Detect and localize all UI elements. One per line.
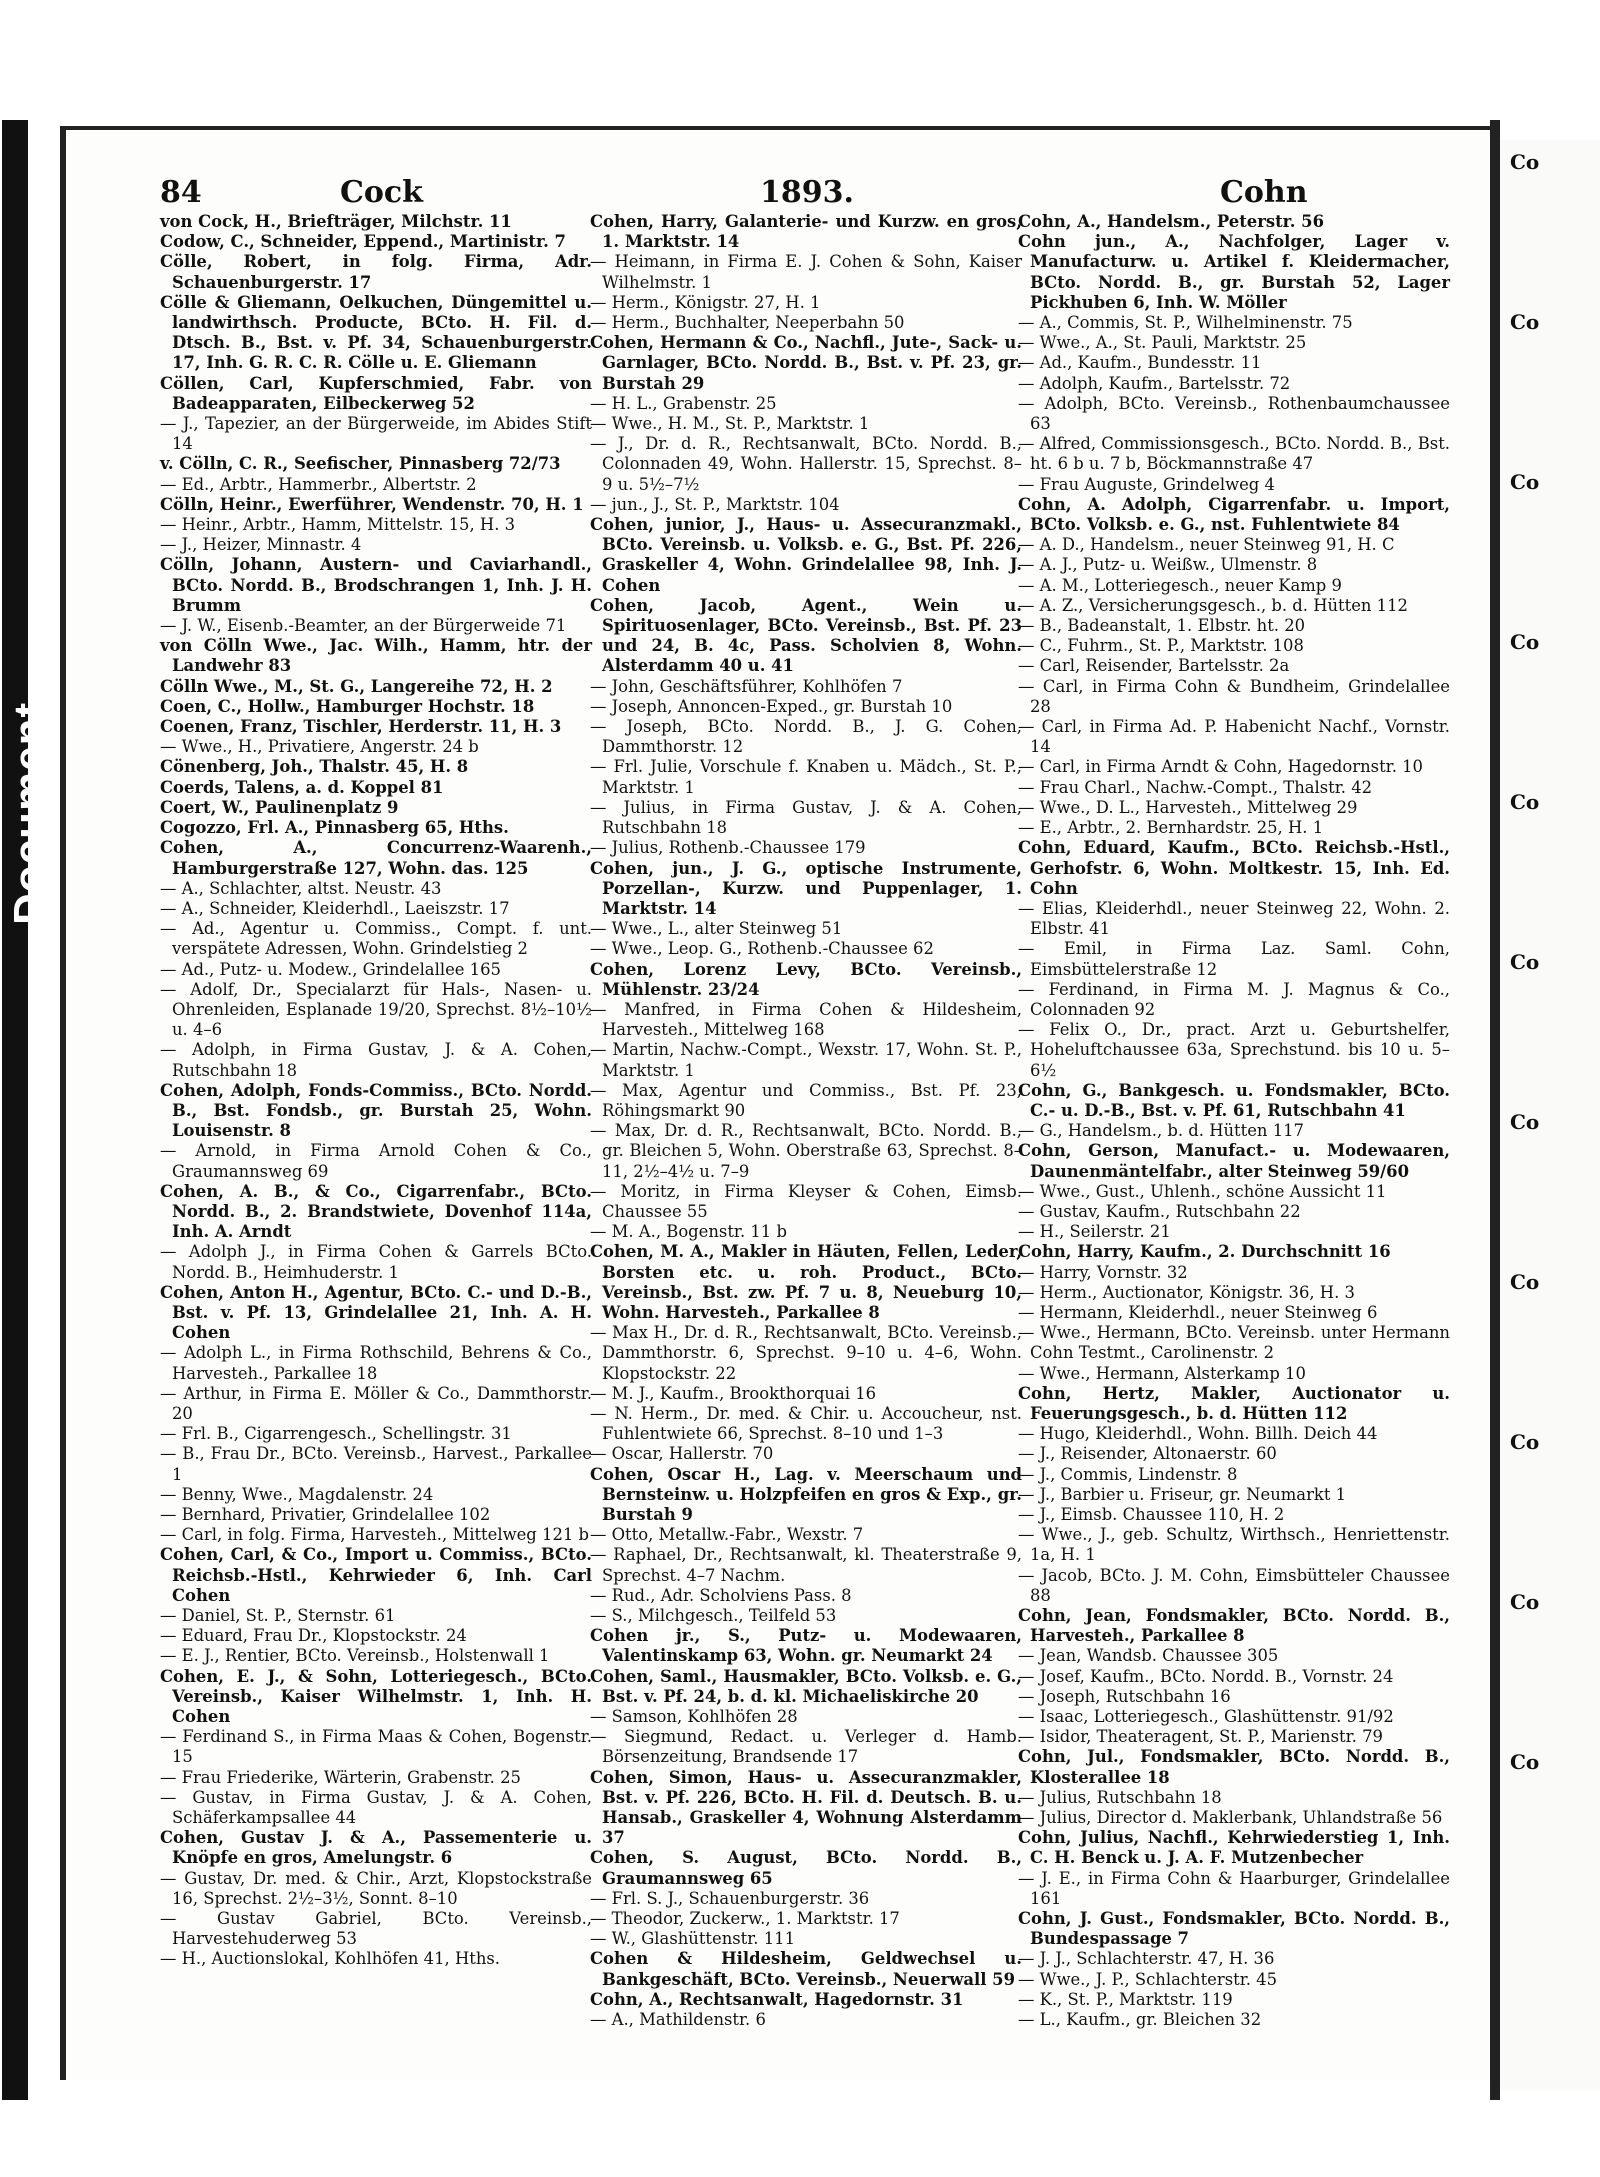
directory-entry: — J. E., in Firma Cohn & Haarburger, Grindelallee 161 [1018, 1868, 1450, 1908]
directory-entry: Cölle & Gliemann, Oelkuchen, Düngemittel u. landwirthsch. Producte, BCto. H. Fil. d. Dtsch. B., Bst. v. Pf. 34, Schauenburgerstr. 17, Inh. G. R. C. R. Cölle u. E. Gliemann [160, 292, 592, 373]
directory-entry: Cohen, jun., J. G., optische Instrumente, Porzellan-, Kurzw. und Puppenlager, 1. Marktstr. 14 [590, 858, 1022, 918]
next-page-fragment: Co [1510, 1270, 1540, 1294]
directory-entry: — Oscar, Hallerstr. 70 [590, 1444, 774, 1464]
directory-entry: Cohn, Hertz, Makler, Auctionator u. Feuerungsgesch., b. d. Hütten 112 [1018, 1383, 1450, 1423]
directory-entry: — Heimann, in Firma E. J. Cohen & Sohn, Kaiser Wilhelmstr. 1 [590, 252, 1022, 292]
next-page-fragment: Co [1510, 1590, 1540, 1614]
directory-entry: — E. J., Rentier, BCto. Vereinsb., Holstenwall 1 [160, 1646, 550, 1666]
directory-entry: — Frau Auguste, Grindelweg 4 [1018, 474, 1275, 494]
directory-entry: — Joseph, BCto. Nordd. B., J. G. Cohen, Dammthorstr. 12 [590, 717, 1022, 757]
directory-entry: — K., St. P., Marktstr. 119 [1018, 1989, 1233, 2009]
directory-entry: Cohen, Jacob, Agent., Wein u. Spirituosenlager, BCto. Vereinsb., Bst. Pf. 23 und 24, B. 4c, Pass. Scholvien 8, Wohn. Alsterdamm 40 u. 41 [590, 595, 1022, 676]
directory-entry: — Adolph L., in Firma Rothschild, Behrens & Co., Harvesteh., Parkallee 18 [160, 1343, 592, 1383]
directory-entry: Cohen, E. J., & Sohn, Lotteriegesch., BCto. Vereinsb., Kaiser Wilhelmstr. 1, Inh. H. Cohen [160, 1666, 592, 1727]
directory-entry: Cohen, Gustav J. & A., Passementerie u. Knöpfe en gros, Amelungstr. 6 [160, 1828, 592, 1868]
directory-entry: Cölln, Johann, Austern- und Caviarhandl., BCto. Nordd. B., Brodschrangen 1, Inh. J. H. Brumm [160, 555, 592, 615]
directory-entry: — Joseph, Annoncen-Exped., gr. Burstah 10 [590, 696, 953, 716]
column-1 [160, 212, 592, 1970]
directory-entry: — Arnold, in Firma Arnold Cohen & Co., Graumannsweg 69 [160, 1141, 592, 1181]
directory-entry: — Adolph, Kaufm., Bartelsstr. 72 [1018, 373, 1291, 393]
directory-entry: — Otto, Metallw.-Fabr., Wexstr. 7 [590, 1525, 864, 1545]
directory-entry: v. Cölln, C. R., Seefischer, Pinnasberg 72/73 [160, 454, 561, 474]
directory-entry: Cohen, Hermann & Co., Nachfl., Jute-, Sack- u. Garnlager, BCto. Nordd. B., Bst. v. Pf. 23, gr. Burstah 29 [590, 333, 1022, 393]
directory-entry: — M. A., Bogenstr. 11 b [590, 1222, 787, 1242]
directory-entry: — Adolph J., in Firma Cohen & Garrels BCto. Nordd. B., Heimhuderstr. 1 [160, 1242, 592, 1282]
directory-entry: — Gustav, Kaufm., Rutschbahn 22 [1018, 1201, 1301, 1221]
directory-entry: Cohen, Saml., Hausmakler, BCto. Volksb. e. G., Bst. v. Pf. 24, b. d. kl. Michaeliskirche 20 [590, 1666, 1022, 1706]
directory-entry: Cohen, Anton H., Agentur, BCto. C.- und D.-B., Bst. v. Pf. 13, Grindelallee 21, Inh. A. H. Cohen [160, 1282, 592, 1343]
directory-entry: — A., Schneider, Kleiderhdl., Laeiszstr. 17 [160, 898, 510, 918]
directory-entry: — Felix O., Dr., pract. Arzt u. Geburtshelfer, Hoheluftchaussee 63a, Sprechstund. bis 10 u. 5–6½ [1018, 1020, 1450, 1080]
directory-entry: — Wwe., H., Privatiere, Angerstr. 24 b [160, 737, 479, 757]
directory-entry: — Wwe., D. L., Harvesteh., Mittelweg 29 [1018, 797, 1358, 817]
directory-entry: — J., Eimsb. Chaussee 110, H. 2 [1018, 1505, 1285, 1524]
directory-entry: Cohen, Oscar H., Lag. v. Meerschaum und Bernsteinw. u. Holzpfeifen en gros & Exp., gr. Burstah 9 [590, 1464, 1022, 1524]
directory-entry: Cohen, Simon, Haus- u. Assecuranzmakler, Bst. v. Pf. 226, BCto. H. Fil. d. Deutsch. B. u. Hansab., Graskeller 4, Wohnung Alsterdamm 37 [590, 1767, 1022, 1848]
directory-entry: — Daniel, St. P., Sternstr. 61 [160, 1606, 396, 1626]
next-page-fragment: Co [1510, 1750, 1540, 1774]
directory-entry: — Rud., Adr. Scholviens Pass. 8 [590, 1585, 852, 1605]
directory-entry: — A. D., Handelsm., neuer Steinweg 91, H. C [1018, 535, 1395, 555]
next-page-fragment: Co [1510, 1430, 1540, 1454]
directory-entry: — Isaac, Lotteriegesch., Glashüttenstr. 91/92 [1018, 1707, 1394, 1727]
directory-entry: Cölle, Robert, in folg. Firma, Adr. Schauenburgerstr. 17 [160, 252, 592, 292]
directory-entry: Coerds, Talens, a. d. Koppel 81 [160, 777, 444, 797]
directory-entry: — J., Reisender, Altonaerstr. 60 [1018, 1444, 1277, 1464]
spine-label: Document [5, 701, 54, 925]
directory-entry: Cohn, Jean, Fondsmakler, BCto. Nordd. B., Harvesteh., Parkallee 8 [1018, 1606, 1450, 1646]
directory-entry: — J., Dr. d. R., Rechtsanwalt, BCto. Nordd. B., Colonnaden 49, Wohn. Hallerstr. 15, Sprechst. 8–9 u. 5½–7½ [590, 434, 1022, 494]
page-gutter [1490, 120, 1500, 2100]
directory-entry: — J. W., Eisenb.-Beamter, an der Bürgerweide 71 [160, 616, 567, 636]
directory-entry: — Frau Friederike, Wärterin, Grabenstr. 25 [160, 1767, 521, 1787]
directory-entry: — Max H., Dr. d. R., Rechtsanwalt, BCto. Vereinsb., Dammthorstr. 6, Sprechst. 9–10 u. 4–6, Wohn. Klopstockstr. 22 [590, 1323, 1022, 1383]
directory-entry: — Jacob, BCto. J. M. Cohn, Eimsbütteler Chaussee 88 [1018, 1565, 1450, 1605]
directory-entry: — Wwe., J., geb. Schultz, Wirthsch., Henriettenstr. 1a, H. 1 [1018, 1525, 1450, 1565]
directory-entry: — Hugo, Kleiderhdl., Wohn. Billh. Deich 44 [1018, 1424, 1378, 1444]
directory-entry: — J. J., Schlachterstr. 47, H. 36 [1018, 1949, 1275, 1969]
column-2 [590, 212, 1022, 2030]
directory-entry: — John, Geschäftsführer, Kohlhöfen 7 [590, 676, 903, 696]
next-page-fragment: Co [1510, 1110, 1540, 1134]
directory-entry: Cohn, A., Handelsm., Peterstr. 56 [1018, 212, 1324, 231]
directory-entry: — jun., J., St. P., Marktstr. 104 [590, 494, 840, 514]
next-page-fragment: Co [1510, 310, 1540, 334]
directory-entry: — Carl, in Firma Ad. P. Habenicht Nachf., Vornstr. 14 [1018, 717, 1450, 757]
directory-entry: — Gustav, Dr. med. & Chir., Arzt, Klopstockstraße 16, Sprechst. 2½–3½, Sonnt. 8–10 [160, 1868, 592, 1908]
directory-entry: — W., Glashüttenstr. 111 [590, 1929, 796, 1949]
directory-entry: — A., Schlachter, altst. Neustr. 43 [160, 878, 442, 898]
directory-entry: Cohn, J. Gust., Fondsmakler, BCto. Nordd. B., Bundespassage 7 [1018, 1909, 1450, 1949]
directory-entry: — L., Kaufm., gr. Bleichen 32 [1018, 2010, 1262, 2030]
book-spine [2, 120, 28, 2100]
directory-entry: Cohn, Gerson, Manufact.- u. Modewaaren, Daunenmäntelfabr., alter Steinweg 59/60 [1018, 1141, 1450, 1181]
directory-entry: Cohen, Adolph, Fonds-Commiss., BCto. Nordd. B., Bst. Fondsb., gr. Burstah 25, Wohn. Louisenstr. 8 [160, 1080, 592, 1141]
directory-entry: — Martin, Nachw.-Compt., Wexstr. 17, Wohn. St. P., Marktstr. 1 [590, 1040, 1022, 1080]
directory-entry: — Jean, Wandsb. Chaussee 305 [1018, 1646, 1279, 1666]
directory-entry: Cohn, Eduard, Kaufm., BCto. Reichsb.-Hstl., Gerhofstr. 6, Wohn. Moltkestr. 15, Inh. Ed. Cohn [1018, 838, 1450, 898]
directory-entry: Cohn, G., Bankgesch. u. Fondsmakler, BCto. C.- u. D.-B., Bst. v. Pf. 61, Rutschbahn 41 [1018, 1080, 1450, 1120]
directory-entry: — B., Badeanstalt, 1. Elbstr. ht. 20 [1018, 616, 1306, 636]
directory-entry: — Wwe., H. M., St. P., Marktstr. 1 [590, 414, 870, 434]
directory-entry: — Frl. S. J., Schauenburgerstr. 36 [590, 1888, 870, 1908]
directory-entry: — H., Auctionslokal, Kohlhöfen 41, Hths. [160, 1949, 501, 1969]
directory-entry: — Ad., Kaufm., Bundesstr. 11 [1018, 353, 1262, 373]
directory-entry: Cohen, M. A., Makler in Häuten, Fellen, Leder, Borsten etc. u. roh. Product., BCto. Vereinsb., Bst. zw. Pf. 7 u. 8, Neueburg 10, Wohn. Harvesteh., Parkallee 8 [590, 1242, 1022, 1322]
directory-entry: — A. J., Putz- u. Weißw., Ulmenstr. 8 [1018, 555, 1318, 575]
directory-entry: — A. M., Lotteriegesch., neuer Kamp 9 [1018, 575, 1342, 595]
directory-entry: — Wwe., Leop. G., Rothenb.-Chaussee 62 [590, 939, 934, 959]
column-3 [1018, 212, 1450, 2030]
directory-entry: Cohn jun., A., Nachfolger, Lager v. Manufacturw. u. Artikel f. Kleidermacher, BCto. Nordd. B., gr. Burstah 52, Lager Pickhuben 6, Inh. W. Möller [1018, 232, 1450, 312]
directory-entry: Cohen, A. B., & Co., Cigarrenfabr., BCto. Nordd. B., 2. Brandstwiete, Dovenhof 114a, Inh. A. Arndt [160, 1181, 592, 1242]
directory-entry: Cohen jr., S., Putz- u. Modewaaren, Valentinskamp 63, Wohn. gr. Neumarkt 24 [590, 1626, 1022, 1666]
directory-entry: — E., Arbtr., 2. Bernhardstr. 25, H. 1 [1018, 818, 1324, 838]
directory-entry: — Wwe., Hermann, BCto. Vereinsb. unter Hermann Cohn Testmt., Carolinenstr. 2 [1018, 1323, 1450, 1363]
directory-entry: — J., Barbier u. Friseur, gr. Neumarkt 1 [1018, 1484, 1347, 1504]
directory-entry: — Elias, Kleiderhdl., neuer Steinweg 22, Wohn. 2. Elbstr. 41 [1018, 898, 1450, 939]
directory-entry: Cohen, junior, J., Haus- u. Assecuranzmakl., BCto. Vereinsb. u. Volksb. e. G., Bst. Pf. 226, Graskeller 4, Wohn. Grindelallee 98, Inh. J. Cohen [590, 515, 1022, 595]
directory-entry: — G., Handelsm., b. d. Hütten 117 [1018, 1121, 1304, 1141]
directory-entry: — Adolf, Dr., Specialarzt für Hals-, Nasen- u. Ohrenleiden, Esplanade 19/20, Sprechst. 8½–10½ u. 4–6 [160, 979, 592, 1040]
next-page-fragment: Co [1510, 470, 1540, 494]
directory-entry: — Theodor, Zuckerw., 1. Marktstr. 17 [590, 1909, 900, 1929]
directory-entry: — Emil, in Firma Laz. Saml. Cohn, Eimsbüttelerstraße 12 [1018, 939, 1450, 979]
directory-entry: Cölln, Heinr., Ewerführer, Wendenstr. 70, H. 1 [160, 494, 584, 514]
directory-entry: Cogozzo, Frl. A., Pinnasberg 65, Hths. [160, 818, 509, 838]
directory-entry: — Frl. B., Cigarrengesch., Schellingstr. 31 [160, 1424, 512, 1444]
left-running-head: Cock [340, 175, 423, 210]
directory-entry: — Max, Agentur und Commiss., Bst. Pf. 23, Röhingsmarkt 90 [590, 1080, 1022, 1120]
directory-entry: — B., Frau Dr., BCto. Vereinsb., Harvest., Parkallee 1 [160, 1444, 592, 1484]
directory-entry: — Isidor, Theateragent, St. P., Marienstr. 79 [1018, 1727, 1383, 1747]
directory-entry: — Eduard, Frau Dr., Klopstockstr. 24 [160, 1626, 467, 1646]
directory-entry: — Harry, Vornstr. 32 [1018, 1262, 1188, 1282]
directory-entry: — Gustav Gabriel, BCto. Vereinsb., Harvestehuderweg 53 [160, 1909, 592, 1949]
directory-entry: — Julius, in Firma Gustav, J. & A. Cohen, Rutschbahn 18 [590, 797, 1022, 838]
directory-entry: Cohn, Harry, Kaufm., 2. Durchschnitt 16 [1018, 1242, 1391, 1262]
directory-entry: Cohn, Jul., Fondsmakler, BCto. Nordd. B., Klosterallee 18 [1018, 1747, 1450, 1787]
directory-entry: Cohen, A., Concurrenz-Waarenh., Hamburgerstraße 127, Wohn. das. 125 [160, 838, 592, 878]
directory-entry: — Manfred, in Firma Cohen & Hildesheim, Harvesteh., Mittelweg 168 [590, 999, 1022, 1040]
directory-entry: — Frau Charl., Nachw.-Compt., Thalstr. 42 [1018, 777, 1373, 797]
directory-entry: — Julius, Rothenb.-Chaussee 179 [590, 838, 866, 858]
directory-entry: — Siegmund, Redact. u. Verleger d. Hamb. Börsenzeitung, Brandsende 17 [590, 1727, 1022, 1767]
directory-entry: — Adolph, in Firma Gustav, J. & A. Cohen, Rutschbahn 18 [160, 1040, 592, 1080]
directory-entry: Cohn, A., Rechtsanwalt, Hagedornstr. 31 [590, 1989, 964, 2009]
directory-entry: — Carl, in Firma Cohn & Bundheim, Grindelallee 28 [1018, 676, 1450, 716]
next-page-fragment: Co [1510, 950, 1540, 974]
directory-entry: — Max, Dr. d. R., Rechtsanwalt, BCto. Nordd. B., gr. Bleichen 5, Wohn. Oberstraße 63, Sprechst. 8–11, 2½–4½ u. 7–9 [590, 1121, 1022, 1181]
directory-entry: Cohn, Julius, Nachfl., Kehrwiederstieg 1, Inh. C. H. Benck u. J. A. F. Mutzenbecher [1018, 1828, 1450, 1868]
directory-entry: — H., Seilerstr. 21 [1018, 1222, 1171, 1242]
directory-entry: — Alfred, Commissionsgesch., BCto. Nordd. B., Bst. ht. 6 b u. 7 b, Böckmannstraße 47 [1018, 434, 1450, 474]
directory-entry: — Herm., Buchhalter, Neeperbahn 50 [590, 313, 905, 333]
directory-entry: Coert, W., Paulinenplatz 9 [160, 797, 399, 817]
directory-entry: Cölln Wwe., M., St. G., Langereihe 72, H. 2 [160, 676, 553, 696]
directory-entry: — A., Commis, St. P., Wilhelminenstr. 75 [1018, 313, 1353, 333]
directory-entry: — Joseph, Rutschbahn 16 [1018, 1686, 1231, 1706]
directory-entry: — A., Mathildenstr. 6 [590, 2010, 766, 2030]
directory-entry: — Wwe., Hermann, Alsterkamp 10 [1018, 1363, 1306, 1383]
year: 1893. [760, 175, 854, 210]
next-page-edge [1500, 140, 1600, 2090]
directory-entry: — M. J., Kaufm., Brookthorquai 16 [590, 1383, 877, 1403]
directory-entry: — Adolph, BCto. Vereinsb., Rothenbaumchaussee 63 [1018, 393, 1450, 434]
directory-entry: Codow, C., Schneider, Eppend., Martinistr. 7 [160, 232, 566, 252]
directory-entry: — Carl, in folg. Firma, Harvesteh., Mittelweg 121 b [160, 1525, 589, 1545]
directory-entry: — Wwe., Gust., Uhlenh., schöne Aussicht 11 [1018, 1181, 1387, 1201]
next-page-fragment: Co [1510, 790, 1540, 814]
directory-entry: Cohen, Harry, Galanterie- und Kurzw. en gros, 1. Marktstr. 14 [590, 212, 1022, 252]
page-header [160, 175, 1308, 211]
directory-entry: — Herm., Auctionator, Königstr. 36, H. 3 [1018, 1282, 1355, 1302]
directory-entry: — C., Fuhrm., St. P., Marktstr. 108 [1018, 636, 1304, 656]
directory-entry: — Ad., Agentur u. Commiss., Compt. f. unt. verspätete Adressen, Wohn. Grindelstieg 2 [160, 919, 592, 959]
directory-entry: Cohen, S. August, BCto. Nordd. B., Graumannsweg 65 [590, 1848, 1022, 1888]
directory-entry: Cöllen, Carl, Kupferschmied, Fabr. von Badeapparaten, Eilbeckerweg 52 [160, 373, 592, 413]
directory-entry: — J., Heizer, Minnastr. 4 [160, 535, 362, 555]
directory-entry: — Wwe., J. P., Schlachterstr. 45 [1018, 1969, 1278, 1989]
directory-entry: — Carl, in Firma Arndt & Cohn, Hagedornstr. 10 [1018, 757, 1423, 777]
directory-entry: — J., Commis, Lindenstr. 8 [1018, 1464, 1238, 1484]
directory-entry: — Josef, Kaufm., BCto. Nordd. B., Vornstr. 24 [1018, 1666, 1394, 1686]
directory-entry: — Julius, Rutschbahn 18 [1018, 1787, 1222, 1807]
directory-entry: Cohen, Carl, & Co., Import u. Commiss., BCto. Reichsb.-Hstl., Kehrwieder 6, Inh. Carl Cohen [160, 1545, 592, 1605]
directory-entry: — S., Milchgesch., Teilfeld 53 [590, 1606, 837, 1626]
directory-entry: — Ferdinand, in Firma M. J. Magnus & Co., Colonnaden 92 [1018, 979, 1450, 1019]
directory-entry: — Ad., Putz- u. Modew., Grindelallee 165 [160, 959, 501, 979]
directory-entry: — Herm., Königstr. 27, H. 1 [590, 292, 821, 312]
directory-entry: — Ferdinand S., in Firma Maas & Cohen, Bogenstr. 15 [160, 1727, 592, 1767]
directory-entry: Cohn, A. Adolph, Cigarrenfabr. u. Import, BCto. Volksb. e. G., nst. Fuhlentwiete 84 [1018, 494, 1450, 535]
directory-entry: Coen, C., Hollw., Hamburger Hochstr. 18 [160, 696, 535, 716]
next-page-fragment: Co [1510, 150, 1540, 174]
directory-entry: von Cölln Wwe., Jac. Wilh., Hamm, htr. der Landwehr 83 [160, 636, 592, 676]
next-page-fragment: Co [1510, 630, 1540, 654]
directory-entry: — Gustav, in Firma Gustav, J. & A. Cohen, Schäferkampsallee 44 [160, 1787, 592, 1828]
directory-entry: — N. Herm., Dr. med. & Chir. u. Accoucheur, nst. Fuhlentwiete 66, Sprechst. 8–10 und 1–3 [590, 1403, 1022, 1444]
directory-entry: Cohen & Hildesheim, Geldwechsel u. Bankgeschäft, BCto. Vereinsb., Neuerwall 59 [590, 1949, 1022, 1989]
directory-entry: — Ed., Arbtr., Hammerbr., Albertstr. 2 [160, 474, 477, 494]
directory-entry: — Wwe., L., alter Steinweg 51 [590, 919, 843, 939]
directory-entry: — Hermann, Kleiderhdl., neuer Steinweg 6 [1018, 1302, 1378, 1322]
directory-entry: — Samson, Kohlhöfen 28 [590, 1707, 798, 1727]
directory-entry: — Raphael, Dr., Rechtsanwalt, kl. Theaterstraße 9, Sprechst. 4–7 Nachm. [590, 1545, 1022, 1585]
directory-entry: von Cock, H., Briefträger, Milchstr. 11 [160, 212, 512, 231]
directory-entry: — A. Z., Versicherungsgesch., b. d. Hütten 112 [1018, 595, 1408, 615]
scanner-margin [0, 0, 62, 2177]
page-number: 84 [160, 175, 202, 210]
directory-entry: Cönenberg, Joh., Thalstr. 45, H. 8 [160, 757, 469, 777]
directory-entry: — Heinr., Arbtr., Hamm, Mittelstr. 15, H. 3 [160, 515, 516, 535]
directory-entry: — H. L., Grabenstr. 25 [590, 393, 777, 413]
directory-entry: Coenen, Franz, Tischler, Herderstr. 11, H. 3 [160, 717, 562, 737]
right-running-head: Cohn [1220, 175, 1308, 210]
directory-entry: — Moritz, in Firma Kleyser & Cohen, Eimsb. Chaussee 55 [590, 1181, 1022, 1221]
directory-entry: — Wwe., A., St. Pauli, Marktstr. 25 [1018, 333, 1307, 353]
directory-entry: Cohen, Lorenz Levy, BCto. Vereinsb., Mühlenstr. 23/24 [590, 959, 1022, 999]
directory-entry: — J., Tapezier, an der Bürgerweide, im Abides Stift 14 [160, 414, 592, 454]
directory-entry: — Bernhard, Privatier, Grindelallee 102 [160, 1505, 491, 1524]
directory-entry: — Julius, Director d. Maklerbank, Uhlandstraße 56 [1018, 1808, 1443, 1828]
directory-entry: — Benny, Wwe., Magdalenstr. 24 [160, 1484, 434, 1504]
directory-entry: — Arthur, in Firma E. Möller & Co., Dammthorstr. 20 [160, 1383, 592, 1423]
directory-entry: — Frl. Julie, Vorschule f. Knaben u. Mädch., St. P., Marktstr. 1 [590, 757, 1022, 797]
directory-entry: — Carl, Reisender, Bartelsstr. 2a [1018, 656, 1290, 676]
